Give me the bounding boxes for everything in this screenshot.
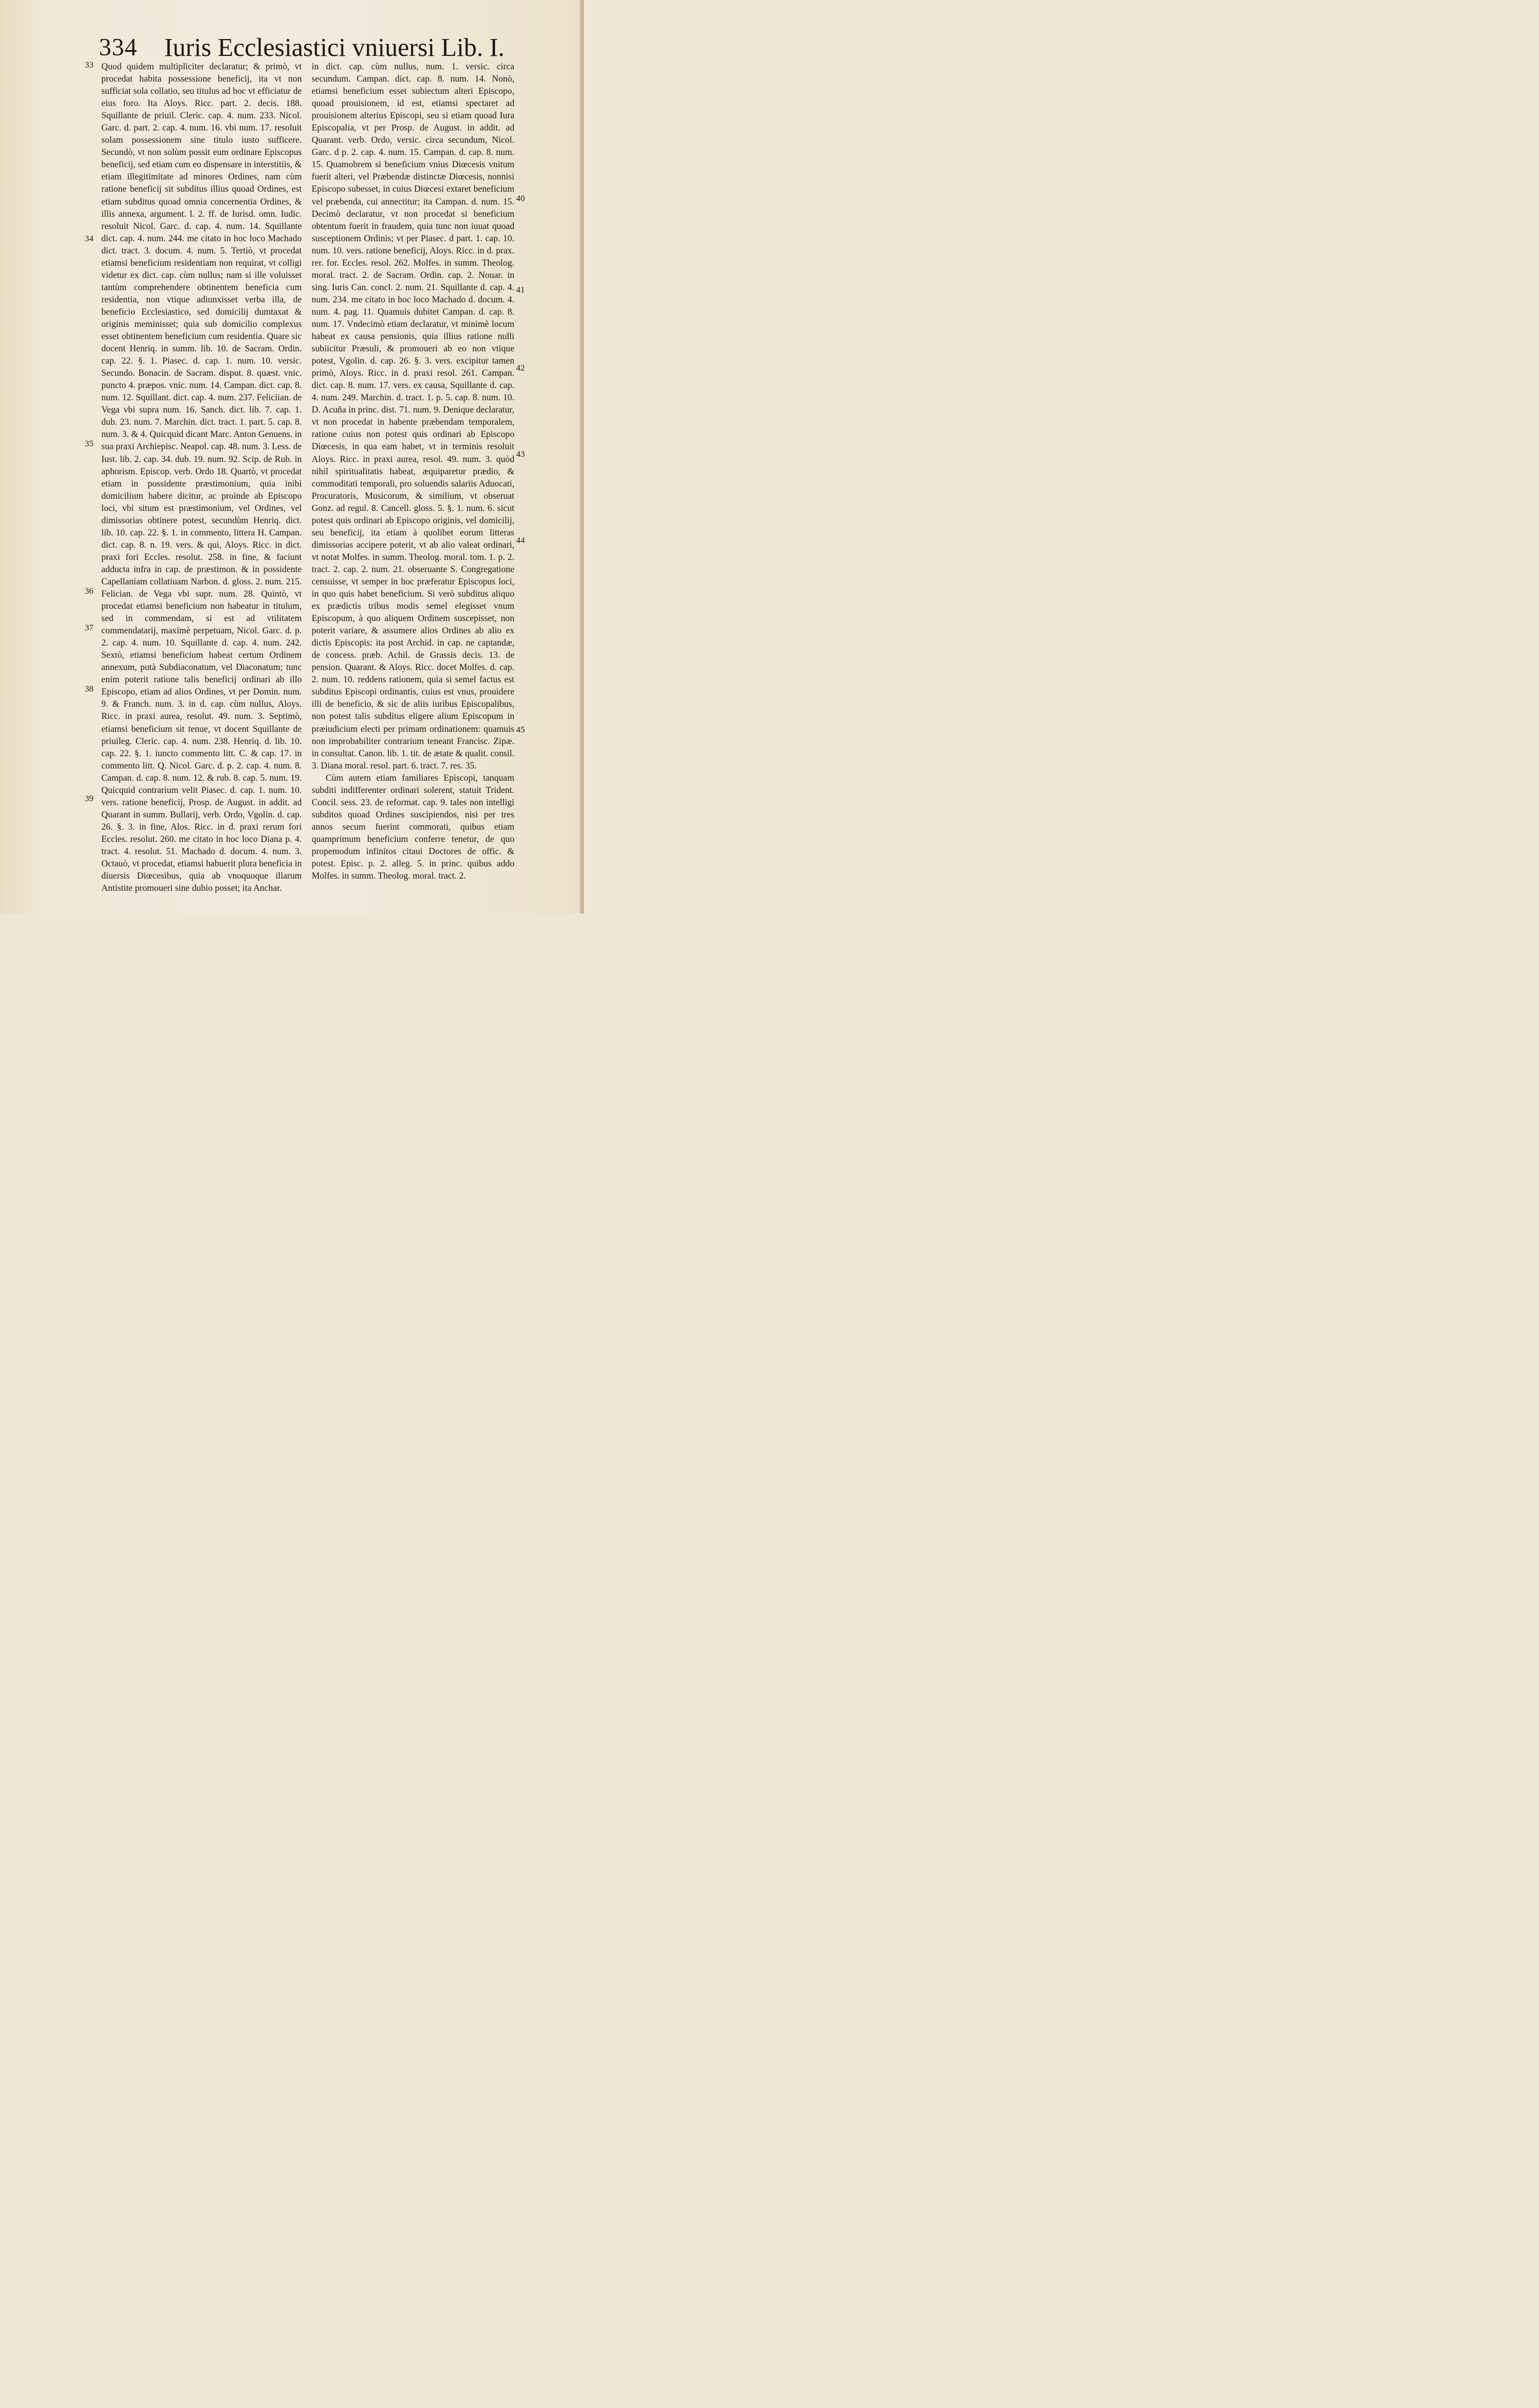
margin-number: 33 bbox=[84, 61, 94, 70]
page-number: 334 bbox=[99, 34, 137, 61]
margin-number: 44 bbox=[516, 536, 525, 545]
margin-number: 40 bbox=[516, 194, 525, 203]
page-edge bbox=[580, 0, 584, 914]
margin-number: 35 bbox=[84, 439, 94, 449]
margin-number: 34 bbox=[84, 234, 94, 244]
paragraph: in dict. cap. cùm nullus, num. 1. versic. circa secundum. Campan. dict. cap. 8. num. 14. Nonò, etiamsi beneficium esset subiectum alteri Episcopo, quoad prouisionem, id est, etiamsi spectaret ad prouisionem alterius Episcopi, seu si etiam quoad Iura Episcopalia, vt per Prosp. de August. in addit. ad Quarant. verb. Ordo, versic. circa secundum, Nicol. Garc. d p. 2. cap. 4. num. 15. Campan. d. cap. 8. num. 15. Quamobrem si beneficium vnius Diœcesis vnitum fuerit alteri, vel Præbendæ distinctæ Diœcesis, nonnisi Episcopo subesset, in cuius Diœcesi extaret beneficium vel præbenda, cui annectitur; ita Campan. d. num. 15. Decimò declaratur, vt non procedat si beneficium obtentum fuerit in fraudem, quia tunc non iuuat quoad susceptionem Ordinis; vt per Piasec. d part. 1. cap. 10. num. 10. vers. ratione beneficij, Aloys. Ricc. in d. prax. rer. for. Eccles. resol. 262. Molfes. in summ. Theolog. moral. tract. 2. de Sacram. Ordin. cap. 2. Nouar. in sing. Iuris Can. concl. 2. num. 21. Squillante d. cap. 4. num. 234. me citato in hoc loco Machado d. docum. 4. num. 4. pag. 11. Quamuis dubitet Campan. d. cap. 8. num. 17. Vndecimò etiam declaratur, vt minimè locum habeat ex causa pensionis, quia illius ratione nulli subiicitur Præsuli, & promoueri ab eo non vtique potest, Vgolin. d. cap. 26. §. 3. vers. excipitur tamen primò, Aloys. Ricc. in d. praxi resol. 261. Campan. dict. cap. 8. num. 17. vers. ex causa, Squillante d. cap. 4. num. 249. Marchin. d. tract. 1. p. 5. cap. 8. num. 10. D. Acuña in princ. dist. 71. num. 9. Denique declaratur, vt non procedat in habente præbendam temporalem, ratione cuius non potest quis ordinari ab Episcopo Diœcesis, in qua eam habet, vt in terminis resoluit Aloys. Ricc. in praxi aurea, resol. 49. num. 3. quòd nihil spiritualitatis habeat, æquiparetur prædio, & commoditati temporali, pro soluendis salariis Aduocati, Procuratoris, Musicorum, & similium, vt obseruat Gonz. ad regul. 8. Cancell. gloss. 5. §. 1. num. 6. sicut potest quis ordinari ab Episcopo originis, vel domicilij, seu beneficij, ita etiam à quolibet eorum litteras dimissorias accipere poterit, vt ab alio valeat ordinari, vt notat Molfes. in summ. Theolog. moral. tom. 1. p. 2. tract. 2. cap. 2. num. 21. obseruante S. Congregatione censuisse, vt semper in hoc præferatur Episcopus loci, in quo quis habet beneficium. Si verò subditus aliquo ex prædictis tribus modis semel elegisset vnum Episcopum, à quo aliquem Ordinem suscepisset, non poterit variare, & assumere alios Ordines ab alio ex dictis Episcopis: ita post Archid. in cap. ne captandæ, de concess. præb. Achil. de Grassis decis. 13. de pension. Quarant. & Aloys. Ricc. docet Molfes. d. cap. 2. num. 10. reddens rationem, quia si semel factus est subditus Episcopi ordinantis, cuius est vnus, prouidere illi de beneficio, & sic de aliis iuribus Episcopalibus, non potest talis subditus eligere alium Episcopum in præiudicium electi per primam ordinationem: quamuis non improbabiliter contrarium teneant Francisc. Zipæ. in consultat. Canon. lib. 1. tit. de ætate & qualit. consil. 3. Diana moral. resol. part. 6. tract. 7. res. 35. bbox=[312, 62, 514, 771]
paragraph: Quod quidem multipliciter declaratur; & primò, vt procedat habita possessione beneficij, ita vt non sufficiat sola collatio, seu titulus ad hoc vt efficiatur de eius foro. Ita Aloys. Ricc. part. 2. decis. 188. Squillante de priuil. Cleric. cap. 4. num. 233. Nicol. Garc. d. part. 2. cap. 4. num. 16. vbi num. 17. resoluit solam possessionem sine titulo iusto sufficere. Secundò, vt non solùm possit eum ordinare Episcopus beneficij, sed etiam cum eo dispensare in interstitiis, & etiam illegitimitate ad minores Ordines, nam cùm ratione beneficij sit subditus illius quoad Ordines, est etiam subditus quoad omnia concernentia Ordines, & illis annexa, argument. l. 2. ff. de Iurisd. omn. Iudic. resoluit Nicol. Garc. d. cap. 4. num. 14. Squillante dict. cap. 4. num. 244. me citato in hoc loco Machado dict. tract. 3. docum. 4. num. 5. Tertiò, vt procedat etiamsi beneficium residentiam non requirat, vt colligi videtur ex dict. cap. cùm nullus; nam si ille voluisset tantùm comprehendere obtinentem beneficia cum residentia, non vtique adiunxisset verba illa, de beneficio Ecclesiastico, sed domicilij dumtaxat & originis meminisset; quia sub domicilio complexus esset obtinentem beneficium cum residentia. Quare sic docent Henriq. in summ. lib. 10. de Sacram. Ordin. cap. 22. §. 1. Piasec. d. cap. 1. num. 10. versic. Secundo. Bonacin. de Sacram. disput. 8. quæst. vnic. puncto 4. præpos. vnic. num. 14. Campan. dict. cap. 8. num. 12. Squillant. dict. cap. 4. num. 237. Feliciian. de Vega vbi supra num. 16. Sanch. dict. lib. 7. cap. 1. dub. 23. num. 7. Marchin. dict. tract. 1. part. 5. cap. 8. num. 3. & 4. Quicquid dicant Marc. Anton Genuens. in sua praxi Archiepisc. Neapol. cap. 48. num. 3. Less. de Iust. lib. 2. cap. 34. dub. 19. num. 92. Scip. de Rub. in aphorism. Episcop. verb. Ordo 18. Quartò, vt procedat etiam in possidente præstimonium, quia inibi domicilium habere dicitur, ac proinde ab Episcopo loci, vbi situm est præstimonium, vel Ordines, vel dimissorias obtinere potest, secundùm Henriq. dict. lib. 10. cap. 22. §. 1. in commento, littera H. Campan. dict. cap. 8. n. 19. vers. & qui, Aloys. Ricc. in dict. praxi fori Eccles. resolut. 258. in fine, & faciunt adducta infra in cap. de præstimon. & in possidente Capellaniam collatiuam Narbon. d. gloss. 2. num. 215. Felician. de Vega vbi supr. num. 28. Quintò, vt procedat etiamsi beneficium non habeatur in titulum, sed in commendam, si est ad vtilitatem commendatarij, maximè perpetuam, Nicol. Garc. d. p. 2. cap. 4. num. 10. Squillante d. cap. 4. num. 242. Sextò, etiamsi beneficium habeat certum Ordinem annexum, putà Subdiaconatum, vel Diaconatum; tunc enim poterit ratione talis beneficij ordinari ab illo Episcopo, etiam ad alios Ordines, vt per Domin. num. 9. & Franch. num. 3. in d. cap. cùm nullus, Aloys. Ricc. in praxi aurea, resolut. 49. num. 3. Septimò, etiamsi beneficium sit tenue, vt docent Squillante de priuileg. Cleric. cap. 4. num. 238. Henriq. d. lib. 10. cap. 22. §. 1. iuncto commento litt. C. & cap. 17. in commento litt. Q. Nicol. Garc. d. p. 2. cap. 4. num. 8. Campan. d. cap. 8. num. 12. & rub. 8. cap. 5. num. 19. Quicquid contrarium velit Piasec. d. cap. 1. num. 10. vers. ratione beneficij, Prosp. de August. in addit. ad Quarant in summ. Bullarij, verb. Ordo, Vgolin. d. cap. 26. §. 3. in fine, Alos. Ricc. in d. praxi rerum fori Eccles. resolut. 260. me citato in hoc loco Diana p. 4. tract. 4. resolut. 51. Machado d. docum. 4. num. 3. Octauò, vt procedat, etiamsi habuerit plura beneficia in diuersis Diœcesibus, quia ab vnoquoque illarum Antistite promoueri sine dubio posset; ita Anchar. bbox=[101, 62, 302, 894]
paragraph: Cùm autem etiam familiares Episcopi, tanquam subditi indifferenter ordinari solerent, statuit Trident. Concil. sess. 23. de reformat. cap. 9. tales non intelligi subditos quoad Ordines suscipiendos, nisi per tres annos secum fuerint commorati, quibus etiam quamprimum beneficium conferre tenetur, de quo propemodum infinitos citaui Doctores de offic. & potest. Episc. p. 2. alleg. 5. in princ. quibus addo Molfes. in summ. Theolog. moral. tract. 2. bbox=[312, 773, 514, 882]
margin-number: 41 bbox=[516, 285, 525, 295]
margin-number: 37 bbox=[84, 623, 94, 633]
running-title: Iuris Ecclesiastici vniuersi Lib. I. bbox=[164, 33, 505, 62]
page-header bbox=[99, 33, 505, 63]
right-column bbox=[312, 61, 514, 882]
margin-number: 42 bbox=[516, 364, 525, 373]
left-column bbox=[101, 61, 302, 894]
margin-number: 36 bbox=[84, 587, 94, 596]
margin-number: 43 bbox=[516, 450, 525, 459]
margin-number: 39 bbox=[84, 794, 94, 803]
margin-number: 38 bbox=[84, 685, 94, 694]
margin-number: 45 bbox=[516, 725, 525, 735]
